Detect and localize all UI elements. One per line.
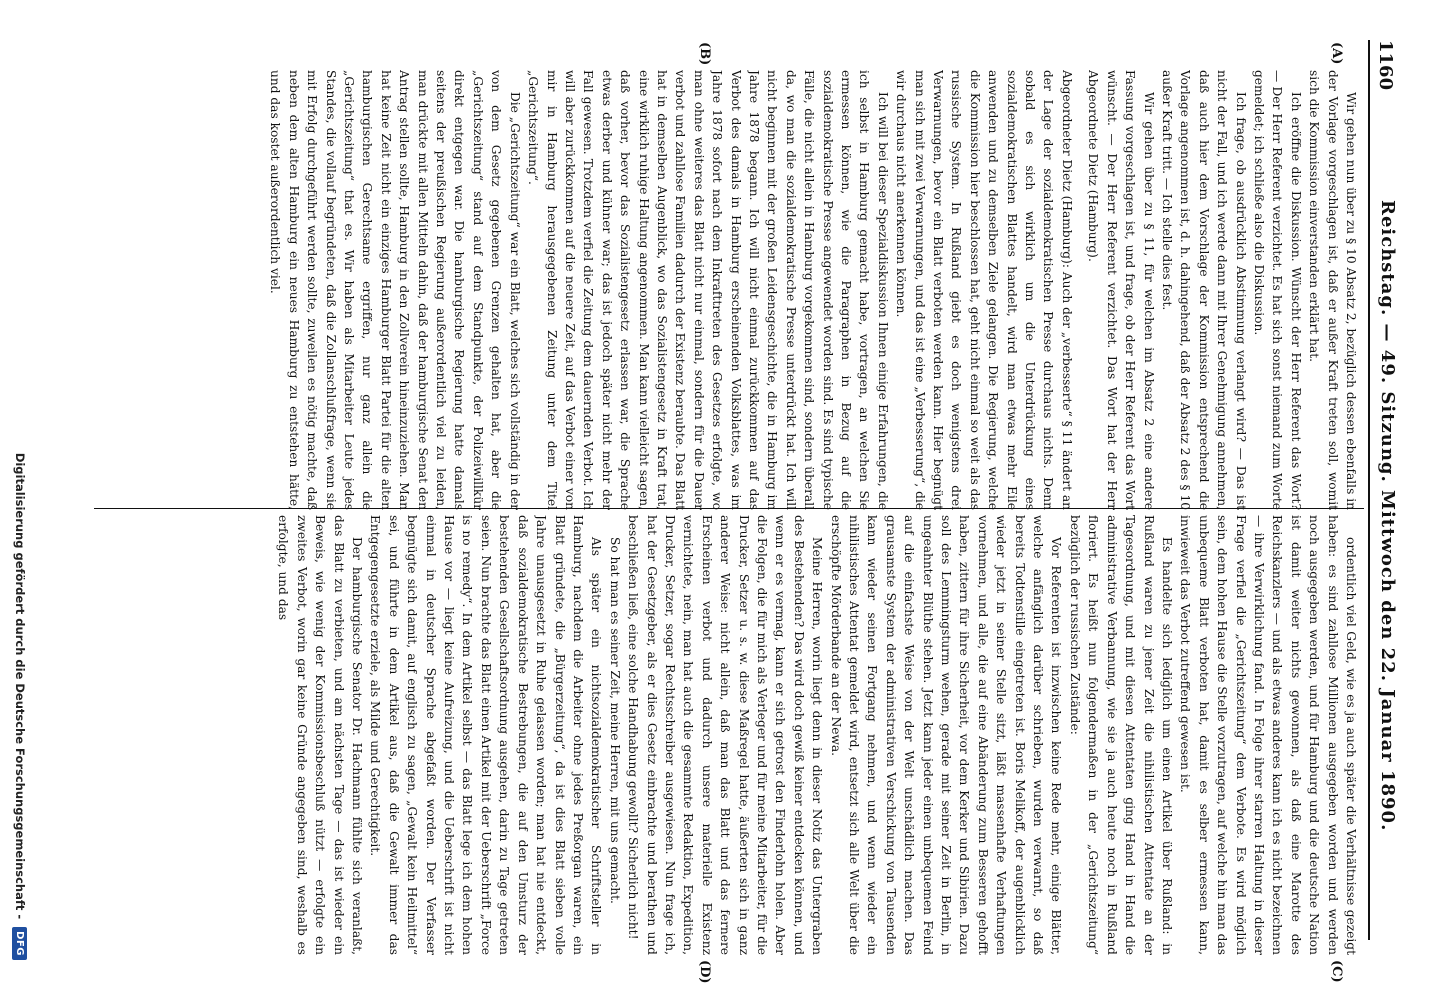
paragraph: So hat man es seiner Zeit, meine Herren, mit uns gemacht. xyxy=(607,537,622,904)
digitization-credit xyxy=(8,40,32,960)
paragraph: Ich frage, ob ausdrücklich Abstimmung verlangt wird? — Das ist nicht der Fall, und ich werde dann mit Ihrer Genehmigung annehmen, daß auch hier dem Vorschlage der Kommission entsprechend die Vorlage angenommen ist, d. h. dahingehend, daß der Absatz 2 des § 10 außer Kraft tritt. — Ich stelle dies fest. xyxy=(1159,70,1248,510)
left-column xyxy=(100,70,1360,510)
paragraph: Meine Herren, worin liegt denn in dieser Notiz das Untergraben des Bestehenden? Das wird doch gewiß keiner entdecken können, und wenn er es vermag, kann er sich getrost den Finderlohn holen. Aber die Folgen, die für mich als Verleger und für meine Mitarbeiter, für die Drucker, Setzer u. s. w. diese Maßregel hatte, äußerten sich in ganz anderer Weise: nicht allein, daß man das Blatt und das fernere Erscheinen verbot und dadurch unsere materielle Existenz vernichtete, nein, man hat auch die gesammte Redaktion, Expedition, Drucker, Setzer, sogar Rechtsschreiber ausgewiesen. Nun frage ich, hat der Gesetzgeber, als er dies Gesetz einbrachte und berathen und beschließen ließ, eine solche Handhabung gewollt? Sicherlich nicht! xyxy=(626,515,825,955)
paragraph: Ich will bei dieser Spezialdiskussion Ihnen einige Erfahrungen, die ich selbst in Hamburg gemacht habe, vortragen, an welchen Sie ermessen können, wie die Paragraphen in Bezug auf die sozialdemokratische Presse angewendet worden sind. Es sind typische Fälle, die nicht allein in Hamburg vorgekommen sind, sondern überall da, wo man die sozialdemokratische Presse unterdrückt hat. Ich will nicht beginnen mit der großen Leidensgeschichte, die in Hamburg im Jahre 1878 begann. Ich will nicht einmal zurückkommen auf das Verbot des damals in Hamburg erscheinenden Volksblattes, was im Jahre 1878 sofort nach dem Inkrafttreten des Gesetzes erfolgte, wo man ohne weiteres das Blatt nicht nur einmal, sondern für die Dauer verbot und zahllose Familien dadurch der Existenz beraubte. Das Blatt hat in demselben Augenblick, wo das Sozialistengesetz in Kraft trat, eine wirklich ruhige Haltung angenommen. Man kann vielleicht sagen, daß vorher, bevor das Sozialistengesetz erlassen war, die Sprache etwas derber und kühner war; das ist jedoch später nicht mehr der Fall gewesen. Trotzdem verfiel die Zeitung dem dauernden Verbot. Ich will aber zurückkommen auf die neuere Zeit, auf das Verbot einer von mir in Hamburg herausgegebenen Zeitung unter dem Titel „Gerichtszeitung“. xyxy=(526,70,890,510)
paragraph: Ich eröffne die Diskussion. Wünscht der Herr Referent das Wort? — Der Herr Referent verzichtet. Es hat sich sonst niemand zum Worte gemeldet; ich schließe also die Diskussion. xyxy=(1251,70,1303,510)
dfg-logo: DFG xyxy=(13,927,28,960)
margin-mark-a: (A) xyxy=(1329,42,1344,65)
paragraph: Abgeordneter Dietz (Hamburg): Auch der „verbesserte“ § 11 ändert an der Lage der sozialdemokratischen Presse durchaus nichts. Denn sobald es sich wirklich um die Unterdrückung eines sozialdemokratischen Blattes handelt, wird man etwas mehr Eile anwenden und zu demselben Ziele gelangen. Die Regierung, welche die Kommission hier beschlossen hat, geht nicht einmal so weit als das russische System. In Rußland giebt es doch wenigstens drei Verwarnungen, bevor ein Blatt verboten werden kann. Hier begnügt man sich mit zwei Verwarnungen, und das ist eine „Verbesserung“, die wir durchaus nicht anerkennen können. xyxy=(894,70,1074,510)
margin-mark-b: (B) xyxy=(697,42,712,66)
paragraph: Die „Gerichtszeitung“ war ein Blatt, welches sich vollständig in der von dem Gesetz gegebenen Grenzen gehalten hat, aber die „Gerichtszeitung“ stand auf dem Standpunkte, der Polizeiwillkür direkt entgegen war. Die hamburgische Regierung hatte damals seitens der preußischen Regierung außerordentlich viel zu leiden, man drückte mit allen Mitteln dahin, daß der hamburgische Senat den Antrag stellen sollte, Hamburg in den Zollverein hineinzuziehen. Man hat keine Zeit nicht ein einziges Hamburger Blatt Partei für die alten hamburgischen Gerechtsame ergriffen, nur ganz allein die „Gerichtszeitung“ that es. Wir haben als Mitarbeiter Leute jedes Standes, die vollauf begründeten, daß die Zollanschlußfrage, wenn sie mit Erfolg durchgeführt werden sollte, zuweilen es nötig machte, daß neben dem alten Hamburg ein neues Hamburg zu entstehen hätte, und das kostet außerordentlich viel. xyxy=(268,70,522,510)
paragraph: Es handelte sich lediglich um einen Artikel über Rußland: in Rußland waren zu jener Zeit die nihilistischen Attentate an der Tagesordnung, und mit diesen Attentaten ging Hand in Hand die administrative Verbannung, wie sie ja auch heute noch in Rußland floriert. Es heißt nun folgendermaßen in der „Gerichtszeitung“ bezüglich der russischen Zustände: xyxy=(1067,515,1174,955)
page-number: 1160 xyxy=(1375,40,1396,91)
running-head: Reichstag. — 49. Sitzung. Mittwoch den 22. Januar 1890. xyxy=(1377,200,1398,832)
column-divider xyxy=(94,508,1364,509)
margin-mark-c: (C) xyxy=(1329,960,1344,983)
quoted-paragraph: Vor Referenten ist inzwischen keine Rede mehr, einige Blätter, welche anfänglich darüber schrieben, wurden verwarnt, so daß bereits Todtenstille eingetreten ist. Boris Melikoff, der augenblicklich wieder jetzt in seiner Stelle sitzt, läßt massenhafte Verhaftungen vornehmen, und alle, die auf eine Abänderung zum Besseren gehofft haben, zittern für ihre Sicherheit, vor dem Kerker und Sibirien. Dazu soll des Lemmingsturm wehen, gerade mit seiner Zeit in Berlin, in ungeahnter Blüthe stehen. Jetzt kann jeder einen unbequemen Feind auf die einfachste Weise von der Welt unschädlich machen. Das grausamste System der administrativen Verschickung von Tausenden kann wieder seinen Fortgang nehmen, und wenn wieder ein nihilistisches Attentat gemeldet wird, entsetzt sich alle Welt über die erschöpfte Mörderbande an der Newa. xyxy=(828,515,1064,955)
margin-mark-d: (D) xyxy=(697,960,712,984)
paragraph: Der hamburgische Senator Dr. Hachmann fühlte sich veranlaßt, das Blatt zu verbieten, und am nächsten Tage — das ist wieder ein Beweis, wie wenig der Kommissionsbeschluß nützt — erfolgte ein zweites Verbot, worin gar keine Gründe angegeben sind, weshalb es erfolgte, und das xyxy=(276,515,365,955)
header-rule xyxy=(1368,40,1370,940)
credit-text: Digitalisierung gefördert durch die Deutsche Forschungsgemeinschaft - xyxy=(13,452,27,920)
paragraph: Wir gehen über zu § 11, für welchen im Absatz 2 eine andere Fassung vorgeschlagen ist, und frage, ob der Herr Referent das Wort wünscht. — Der Herr Referent verzichtet. Das Wort hat der Herr Abgeordnete Dietz (Hamburg). xyxy=(1086,70,1156,510)
paragraph: ordentlich viel Geld, wie es ja auch später die Verhältnisse gezeigt haben: es sind zahllose Millionen ausgegeben worden und werden noch ausgegeben werden, und für Hamburg und die deutsche Nation ist damit weiter nichts gewonnen, als daß eine Marotte des Reichskanzlers — und als etwas anderes kann ich es nicht bezeichnen — ihre Verwirklichung fand. In Folge ihrer starren Haltung in dieser Frage verfiel die „Gerichtszeitung“ dem Verbote. Es wird möglich sein, dem hohen Hause die Stelle vorzutragen, auf welche hin man das unbequeme Blatt verboten hat, damit es selber ermessen kann, inwieweit das Verbot zutreffend gewesen ist. xyxy=(1178,515,1358,955)
right-column xyxy=(100,515,1360,955)
paragraph: Als später ein nichtsozialdemokratischer Schriftsteller in Hamburg, nachdem die Arbeiter ohne jedes Preßorgan waren, ein Blatt gründete, die „Bürgerzeitung“, da ist dies Blatt sieben volle Jahre unausgesetzt in Ruhe gelassen worden; man hat nie entdeckt, daß sozialdemokratische Bestrebungen, die auf den Umsturz der bestehenden Gesellschaftsordnung ausgehen, darin zu Tage getreten seien. Nun brachte das Blatt einen Artikel mit der Ueberschrift „Force is no remedy“. In dem Artikel selbst — das Blatt lege ich dem hohen Hause vor — liegt keine Aufreizung, und die Ueberschrift ist nicht einmal in deutscher Sprache abgefaßt worden. Der Verfasser begnügte sich damit, auf englisch zu sagen, „Gewalt kein Heilmittel“ sei, und führte in dem Artikel aus, daß die Gewalt immer das Entgegengesetzte erziele, als Milde und Gerechtigkeit. xyxy=(368,515,604,955)
paragraph: Wir gehen nun über zu § 10 Absatz 2, bezüglich dessen ebenfalls in der Vorlage vorgeschlagen ist, daß er außer Kraft treten soll, womit sich die Kommission einverstanden erklärt hat. xyxy=(1307,70,1358,510)
